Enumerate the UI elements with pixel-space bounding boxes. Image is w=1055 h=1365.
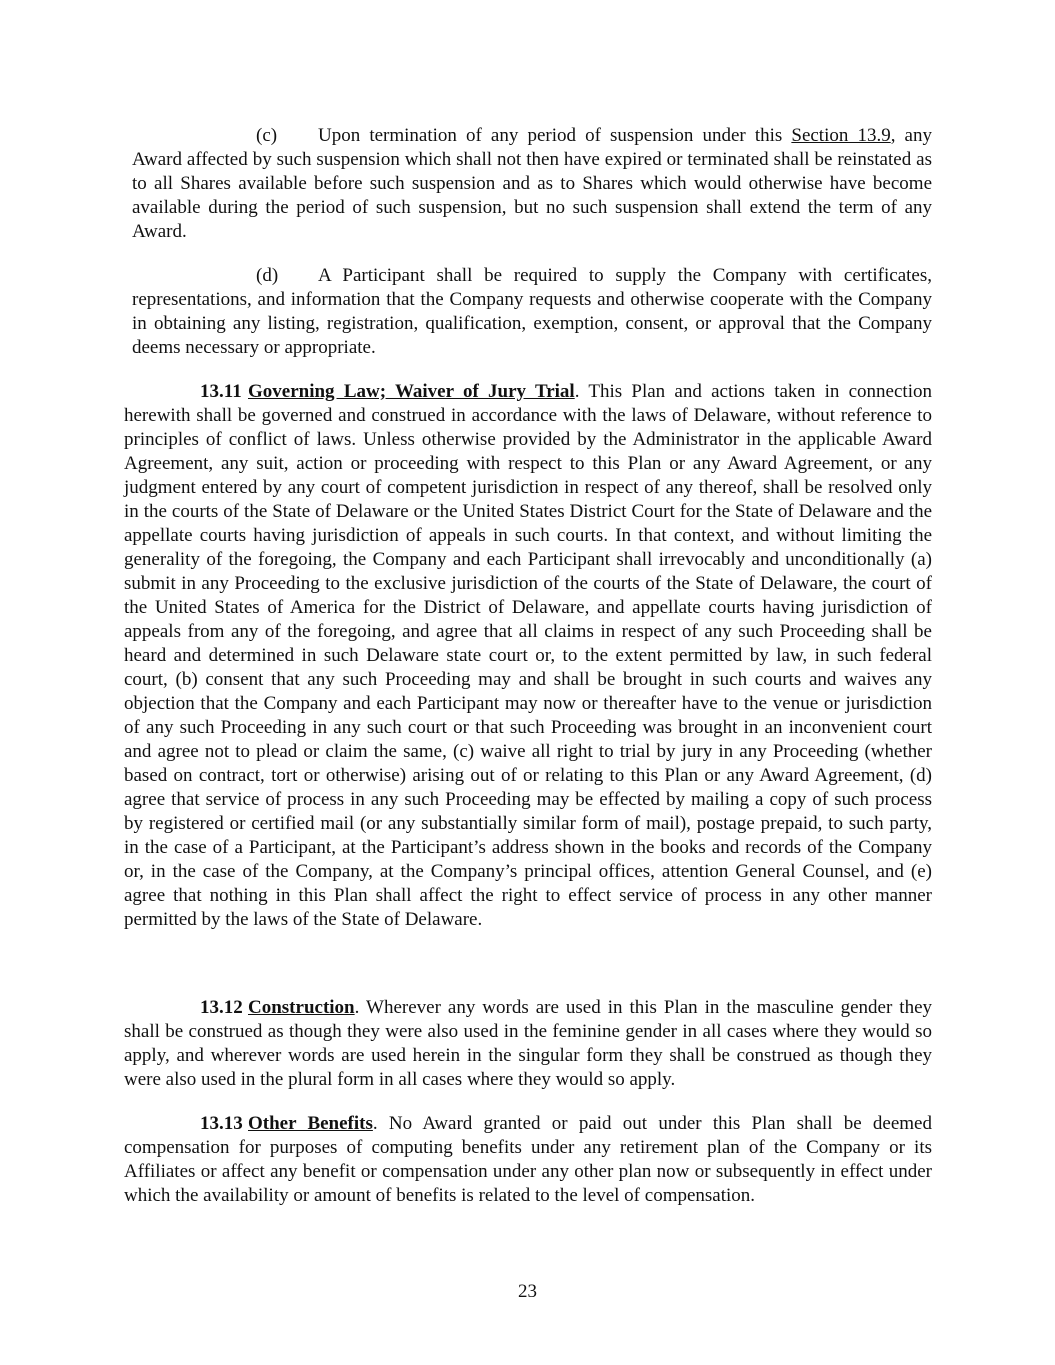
paragraph-d-text: A Participant shall be required to supply the Company with certificates, representations, and information that the Company requests and otherwise cooperate with the Company in obtaining any listing, registration, qualification, exemption, consent, or approval that the Company deems necessary or appropriate. [132, 265, 932, 358]
section-13-12-heading: Construction [248, 997, 355, 1018]
section-13-11-heading: Governing Law; Waiver of Jury Trial [248, 381, 575, 402]
section-13-12 [124, 996, 932, 1092]
section-13-11-text: . This Plan and actions taken in connection herewith shall be governed and construed in accordance with the laws of Delaware, without reference to principles of conflict of laws. Unless otherwise provided by the Administrator in the applicable Award Agreement, any suit, action or proceeding with respect to this Plan or any Award Agreement, or any judgment entered by any court of competent jurisdiction in respect of any thereof, shall be resolved only in the courts of the State of Delaware or the United States District Court for the State of Delaware and the appellate courts having jurisdiction of appeals in such courts. In that context, and without limiting the generality of the foregoing, the Company and each Participant shall irrevocably and unconditionally (a) submit in any Proceeding to the exclusive jurisdiction of the courts of the State of Delaware, the court of the United States of America for the District of Delaware, and appellate courts having jurisdiction of appeals from any of the foregoing, and agree that all claims in respect of any such Proceeding shall be heard and determined in such Delaware state court or, to the extent permitted by law, in such federal court, (b) consent that any such Proceeding may and shall be brought in such courts and waives any objection that the Company and each Participant may now or thereafter have to the venue or jurisdiction of any such Proceeding in any such court or that such Proceeding was brought in an inconvenient court and agree not to plead or claim the same, (c) waive all right to trial by jury in any Proceeding (whether based on contract, tort or otherwise) arising out of or relating to this Plan or any Award Agreement, (d) agree that service of process in any such Proceeding may be effected by mailing a copy of such process by registered or certified mail (or any substantially similar form of mail), postage prepaid, to such party, in the case of a Participant, at the Participant’s address shown in the books and records of the Company or, in the case of the Company, at the Company’s principal offices, attention General Counsel, and (e) agree that nothing in this Plan shall affect the right to effect service of process in any other manner permitted by the laws of the State of Delaware. [124, 381, 932, 930]
section-13-12-text: . Wherever any words are used in this Plan in the masculine gender they shall be construed as though they were also used in the feminine gender in all cases where they would so apply, and wherever words are used herein in the singular form they shall be construed as though they were also used in the plural form in all cases where they would so apply. [124, 997, 932, 1090]
section-13-12-number: 13.12 [200, 997, 243, 1018]
paragraph-c-text-after: , any Award affected by such suspension which shall not then have expired or terminated shall be reinstated as to all Shares available before such suspension and as to Shares which would otherwise have become available during the period of such suspension, but no such suspension shall extend the term of any Award. [132, 125, 932, 242]
paragraph-c-label: (c) [256, 125, 278, 146]
section-13-13-number: 13.13 [200, 1113, 243, 1134]
paragraph-c [132, 124, 932, 244]
paragraph-d [132, 264, 932, 360]
section-13-11-number: 13.11 [200, 381, 242, 402]
section-13-13-heading: Other Benefits [248, 1113, 373, 1134]
paragraph-c-text-before: Upon termination of any period of suspension under this [318, 125, 792, 146]
section-13-13 [124, 1112, 932, 1208]
section-13-9-reference: Section 13.9 [791, 125, 891, 146]
section-13-11 [124, 380, 932, 932]
paragraph-d-label: (d) [256, 265, 279, 286]
section-13-13-text: . No Award granted or paid out under this Plan shall be deemed compensation for purposes of computing benefits under any retirement plan of the Company or its Affiliates or affect any benefit or compensation under any other plan now or subsequently in effect under which the availability or amount of benefits is related to the level of compensation. [124, 1113, 932, 1206]
page-number: 23 [518, 1281, 537, 1302]
